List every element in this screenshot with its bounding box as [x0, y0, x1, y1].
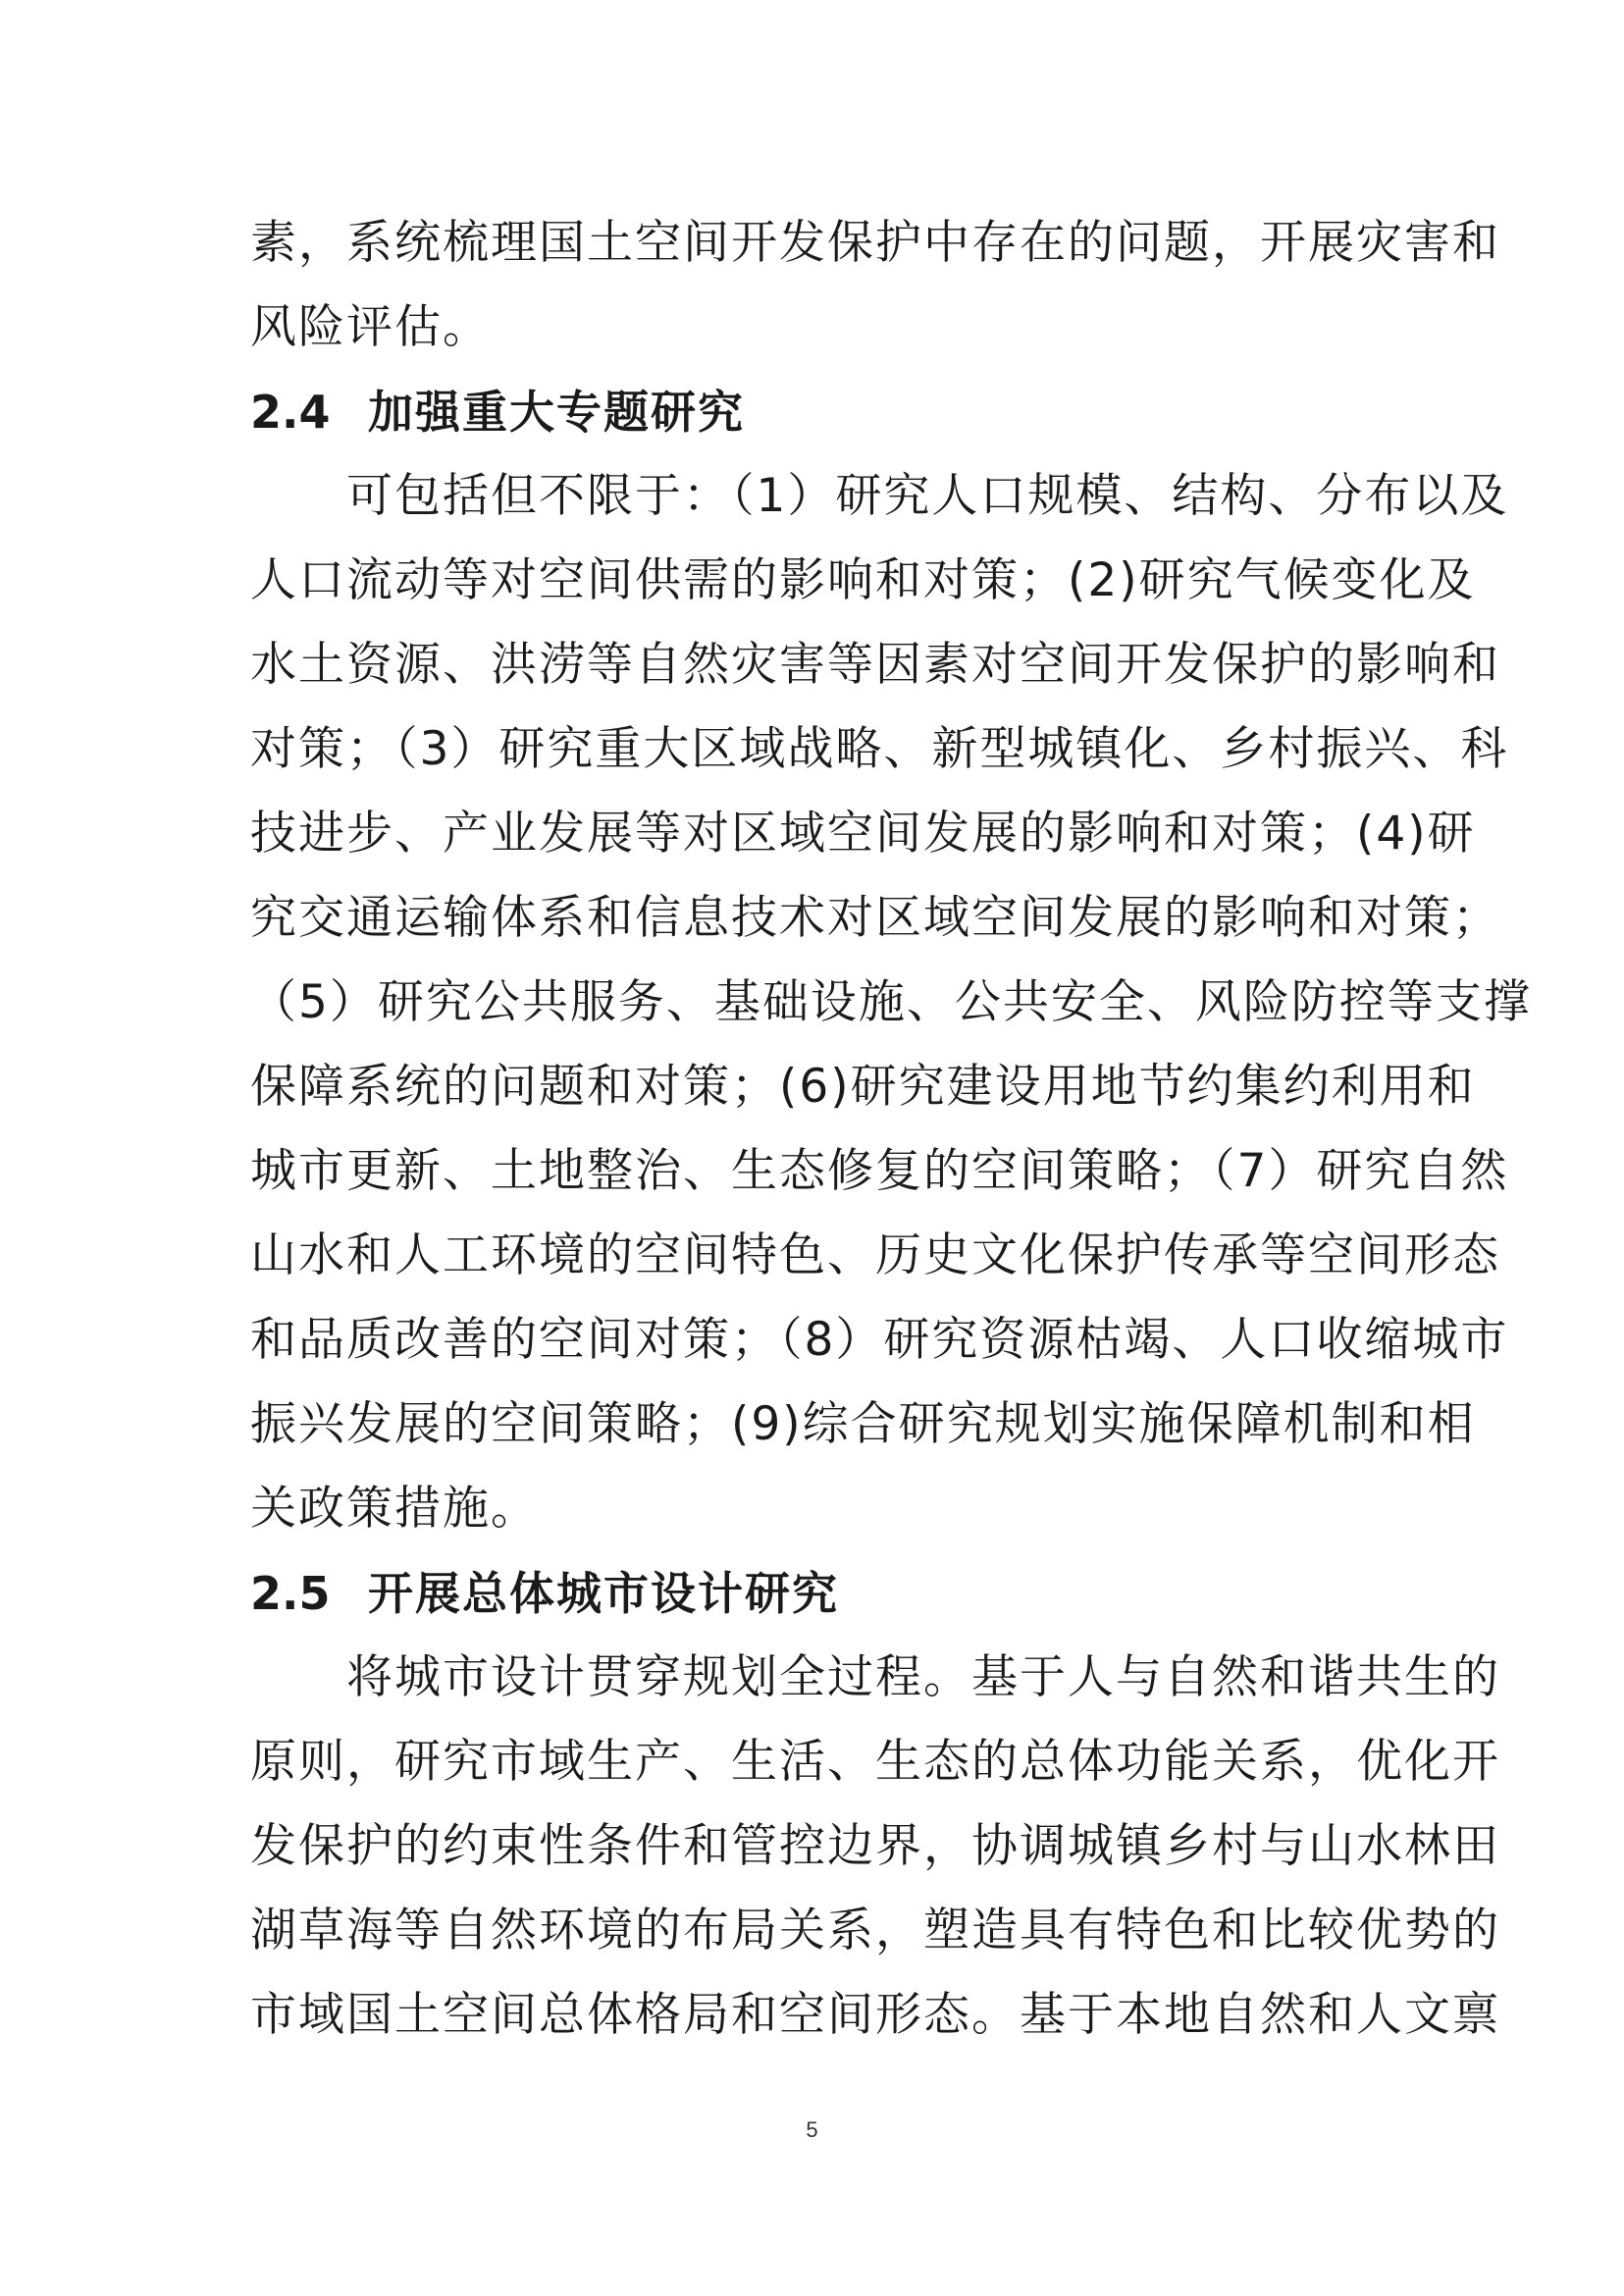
- text-line: 发保护的约束性条件和管控边界，协调城镇乡村与山水林田: [250, 1819, 1500, 1873]
- text-line: （5）研究公共服务、基础设施、公共安全、风险防控等支撑: [250, 975, 1532, 1029]
- text-line: 城市更新、土地整治、生态修复的空间策略；（7）研究自然: [250, 1144, 1509, 1198]
- section-number: 2.4: [250, 386, 331, 439]
- section-title: 加强重大专题研究: [368, 386, 745, 439]
- text-line: 振兴发展的空间策略；(9)综合研究规划实施保障机制和相: [250, 1397, 1476, 1451]
- text-line: 素，系统梳理国土空间开发保护中存在的问题，开展灾害和: [250, 216, 1500, 270]
- section-heading: [250, 1551, 1388, 1636]
- text-line: 原则，研究市域生产、生活、生态的总体功能关系，优化开: [250, 1735, 1500, 1789]
- text-line: 山水和人工环境的空间特色、历史文化保护传承等空间形态: [250, 1228, 1500, 1282]
- text-line: 和品质改善的空间对策；（8）研究资源枯竭、人口收缩城市: [250, 1313, 1509, 1367]
- section-number: 2.5: [250, 1567, 331, 1620]
- text-line: 风险评估。: [250, 300, 491, 354]
- text-line: 湖草海等自然环境的布局关系，塑造具有特色和比较优势的: [250, 1904, 1500, 1957]
- section-heading: [250, 370, 1388, 454]
- text-line: 将城市设计贯穿规划全过程。基于人与自然和谐共生的: [346, 1650, 1500, 1704]
- text-line: 对策；（3）研究重大区域战略、新型城镇化、乡村振兴、科: [250, 722, 1509, 776]
- page-body: [250, 201, 1532, 2058]
- text-line: 关政策措施。: [250, 1482, 539, 1536]
- page-number: 5: [806, 2117, 818, 2142]
- text-line: 究交通运输体系和信息技术对区域空间发展的影响和对策；: [250, 891, 1500, 945]
- text-line: 技进步、产业发展等对区域空间发展的影响和对策；(4)研: [250, 807, 1476, 861]
- text-line: 可包括但不限于：（1）研究人口规模、结构、分布以及: [346, 469, 1509, 523]
- text-line: 保障系统的问题和对策；(6)研究建设用地节约集约利用和: [250, 1060, 1476, 1114]
- section-title: 开展总体城市设计研究: [368, 1567, 839, 1620]
- text-line: 水土资源、洪涝等自然灾害等因素对空间开发保护的影响和: [250, 638, 1500, 692]
- text-line: 人口流动等对空间供需的影响和对策；(2)研究气候变化及: [250, 553, 1476, 607]
- text-line: 市域国土空间总体格局和空间形态。基于本地自然和人文禀: [250, 1988, 1500, 2042]
